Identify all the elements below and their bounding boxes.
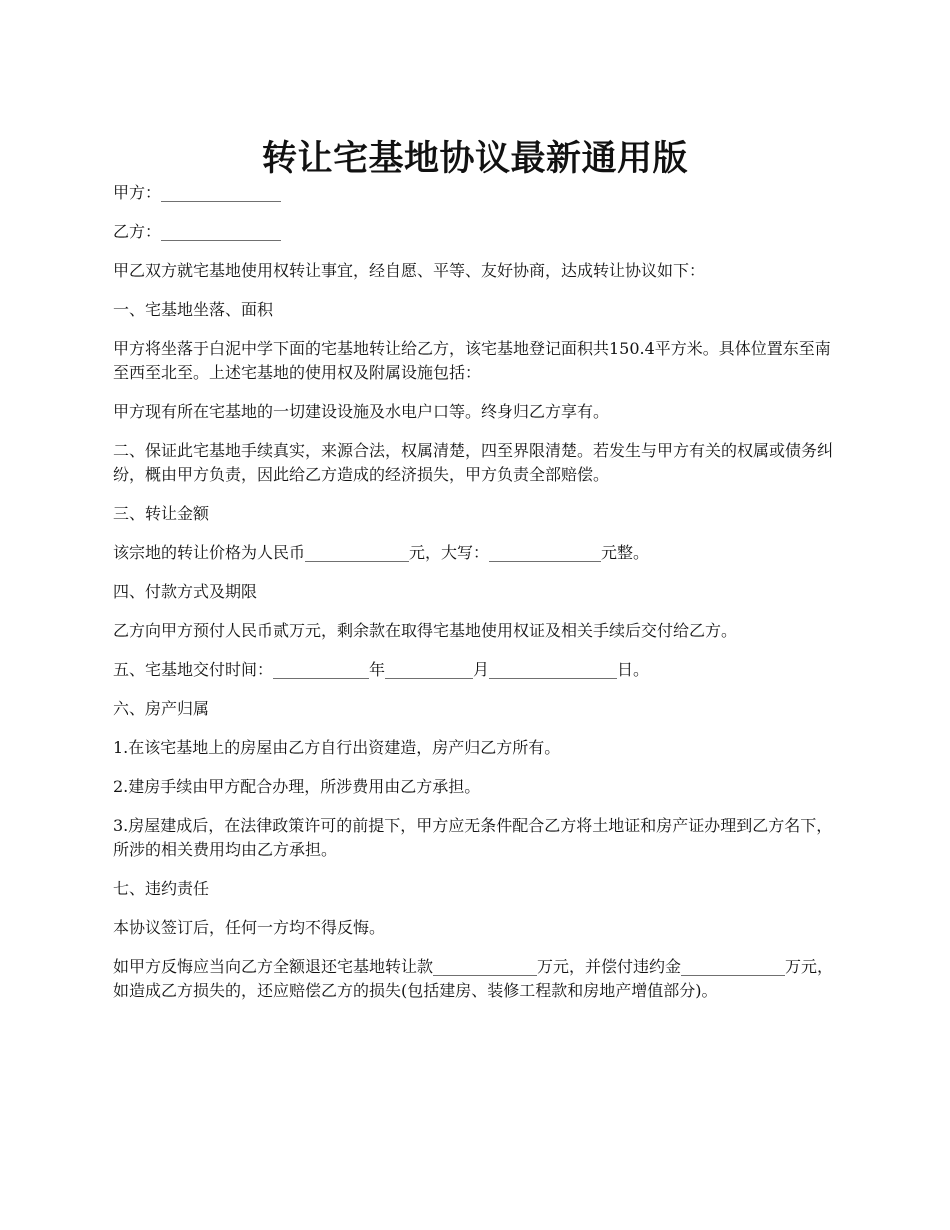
no-regret-paragraph: 本协议签订后，任何一方均不得反悔。: [113, 918, 386, 937]
transfer-price-paragraph: 该宗地的转让价格为人民币_____________元，大写：______________元整。: [113, 543, 650, 562]
section-3-heading: 三、转让金额: [113, 504, 210, 523]
payment-paragraph: 乙方向甲方预付人民币贰万元，剩余款在取得宅基地使用权证及相关手续后交付给乙方。: [113, 621, 738, 640]
property-item-2: 2.建房手续由甲方配合办理，所涉费用由乙方承担。: [113, 777, 481, 796]
property-item-1: 1.在该宅基地上的房屋由乙方自行出资建造，房产归乙方所有。: [113, 738, 561, 757]
delivery-time-paragraph: 五、宅基地交付时间：____________年___________月________________日。: [113, 660, 650, 679]
facilities-paragraph: 甲方现有所在宅基地的一切建设设施及水电户口等。终身归乙方享有。: [113, 402, 610, 421]
party-b-line: 乙方：_______________: [113, 222, 282, 241]
property-item-3: 3.房屋建成后，在法律政策许可的前提下，甲方应无条件配合乙方将土地证和房产证办理到乙方名下，所涉的相关费用均由乙方承担。: [113, 816, 833, 859]
breach-paragraph: 如甲方反悔应当向乙方全额退还宅基地转让款_____________万元，并偿付违约金_____________万元，如造成乙方损失的，还应赔偿乙方的损失(包括建房、装修工程款和房地产增值部分)。: [113, 957, 834, 1000]
section-1-paragraph: 甲方将坐落于白泥中学下面的宅基地转让给乙方，该宅基地登记面积共150.4平方米。具体位置东至南至西至北至。上述宅基地的使用权及附属设施包括：: [113, 339, 831, 382]
intro-paragraph: 甲乙双方就宅基地使用权转让事宜，经自愿、平等、友好协商，达成转让协议如下：: [113, 261, 706, 280]
section-1-heading: 一、宅基地坐落、面积: [113, 300, 274, 319]
section-4-heading: 四、付款方式及期限: [113, 582, 258, 601]
section-7-heading: 七、违约责任: [113, 879, 210, 898]
section-6-heading: 六、房产归属: [113, 699, 210, 718]
section-2-paragraph: 二、保证此宅基地手续真实，来源合法，权属清楚，四至界限清楚。若发生与甲方有关的权属或债务纠纷，概由甲方负责，因此给乙方造成的经济损失，甲方负责全部赔偿。: [113, 441, 834, 484]
party-a-line: 甲方：_______________: [113, 183, 282, 202]
document-title: 转让宅基地协议最新通用版: [261, 138, 688, 180]
document-body: [113, 181, 838, 1018]
